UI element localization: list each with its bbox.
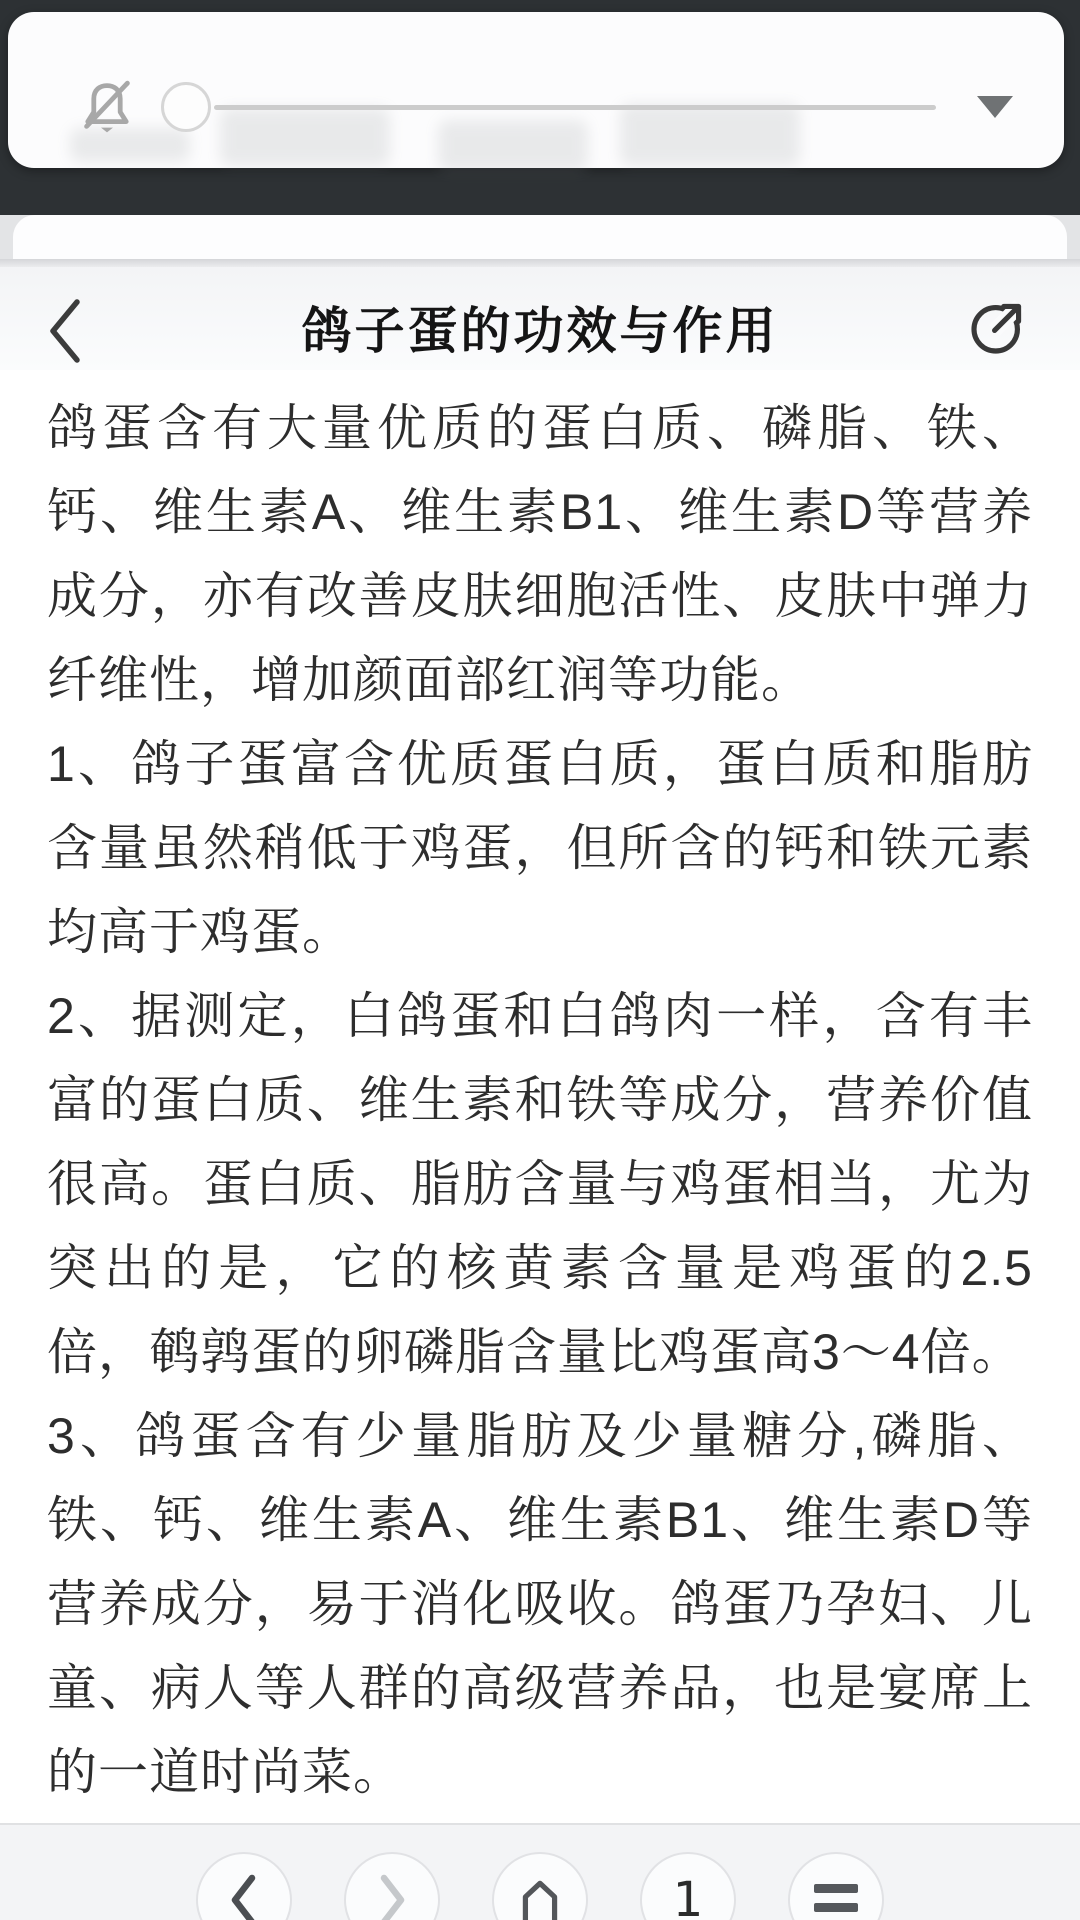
ghost-artifact — [220, 108, 390, 166]
paragraph: 1、鸽子蛋富含优质蛋白质，蛋白质和脂肪含量虽然稍低于鸡蛋，但所含的钙和铁元素均高于鸡蛋。 — [47, 736, 1033, 960]
browser-app — [0, 215, 1080, 1920]
volume-slider-thumb[interactable] — [161, 82, 211, 132]
bell-muted-icon[interactable] — [78, 76, 136, 136]
toolbar-back-button[interactable] — [196, 1852, 292, 1920]
title-bar — [0, 267, 1080, 370]
paragraph: 3、鸽蛋含有少量脂肪及少量糖分,磷脂、铁、钙、维生素A、维生素B1、维生素D等营养成分，易于消化吸收。鸽蛋乃孕妇、儿童、病人等人群的高级营养品，也是宴席上的一道时尚菜。 — [47, 1408, 1033, 1800]
volume-slider[interactable] — [214, 105, 936, 110]
address-bar-card[interactable] — [13, 215, 1067, 259]
open-external-icon[interactable] — [966, 295, 1030, 359]
tab-count-label: 1 — [672, 1872, 704, 1920]
volume-overlay-panel — [8, 12, 1064, 168]
ghost-artifact — [438, 120, 588, 172]
paragraph: 鸽蛋含有大量优质的蛋白质、磷脂、铁、钙、维生素A、维生素B1、维生素D等营养成分，亦有改善皮肤细胞活性、皮肤中弹力纤维性，增加颜面部红润等功能。 — [47, 400, 1033, 708]
article-body — [0, 370, 1080, 1823]
toolbar-tabs-button[interactable] — [640, 1852, 736, 1920]
chevron-right-icon — [376, 1874, 408, 1920]
caret-down-icon[interactable] — [974, 94, 1016, 120]
toolbar-forward-button[interactable] — [344, 1852, 440, 1920]
paragraph: 2、据测定，白鸽蛋和白鸽肉一样，含有丰富的蛋白质、维生素和铁等成分，营养价值很高。蛋白质、脂肪含量与鸡蛋相当，尤为突出的是，它的核黄素含量是鸡蛋的2.5倍，鹌鹑蛋的卵磷脂含量比鸡蛋高3～4倍。 — [47, 988, 1033, 1380]
page-title: 鸽子蛋的功效与作用 — [301, 303, 779, 359]
divider — [0, 259, 1080, 267]
address-bar-strip — [0, 215, 1080, 259]
ghost-artifact — [620, 104, 800, 166]
browser-toolbar — [0, 1823, 1080, 1920]
hamburger-icon — [814, 1884, 858, 1920]
toolbar-home-button[interactable] — [492, 1852, 588, 1920]
home-icon — [515, 1875, 565, 1920]
toolbar-menu-button[interactable] — [788, 1852, 884, 1920]
chevron-left-icon — [228, 1874, 260, 1920]
